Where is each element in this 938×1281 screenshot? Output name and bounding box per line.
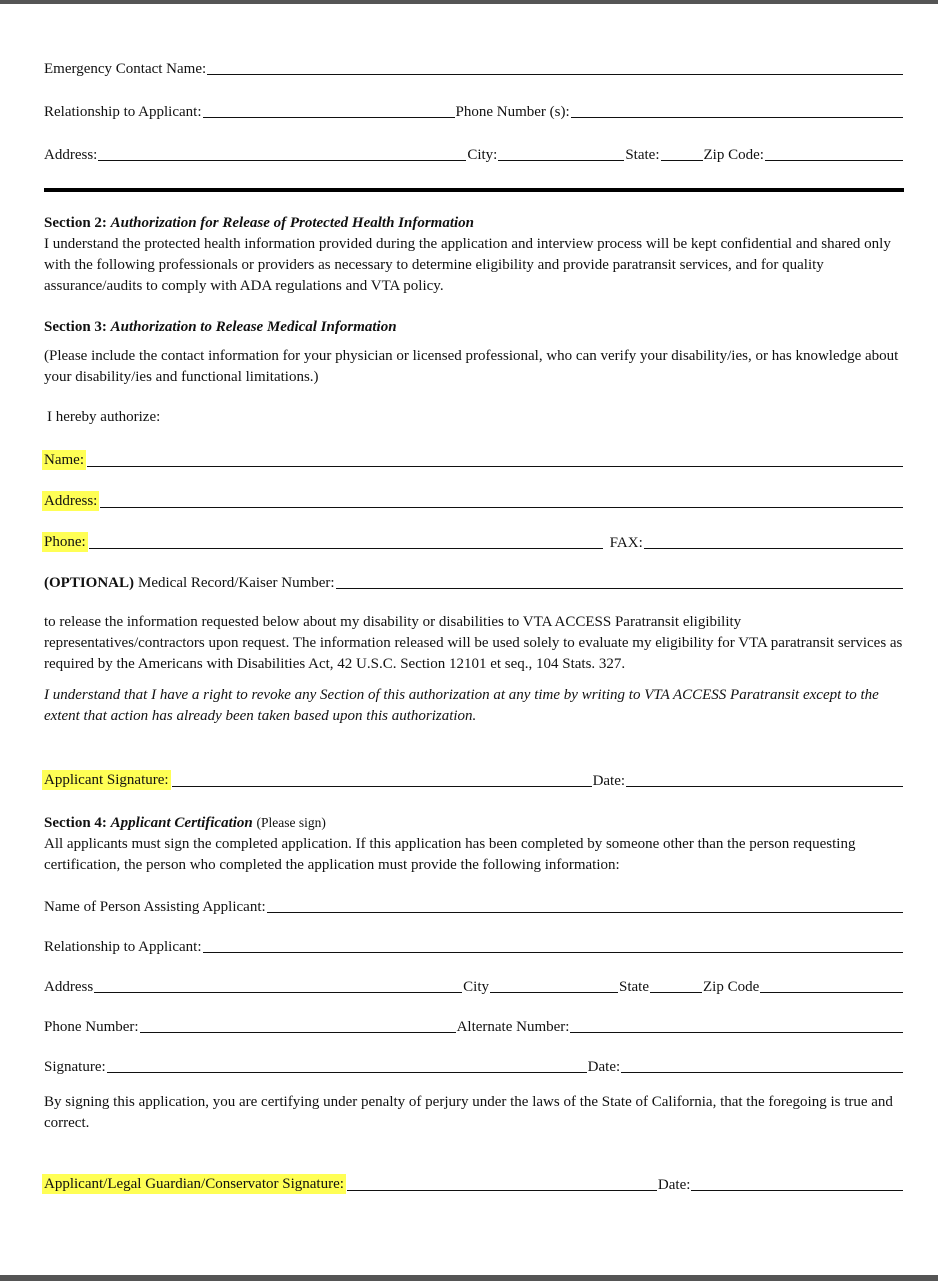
emergency-relationship-label: Relationship to Applicant: <box>44 104 202 120</box>
assist-alt-phone-label: Alternate Number: <box>456 1019 570 1035</box>
section2-block <box>44 213 904 297</box>
assist-phone-field[interactable] <box>140 1016 456 1033</box>
section2-heading <box>44 213 904 234</box>
authorize-text: I hereby authorize: <box>47 409 161 425</box>
emergency-contact-name-field[interactable] <box>207 58 903 75</box>
section2-body: I understand the protected health information provided during the application and interview process will be kept confidential and shared only with the following professionals or providers as necessary to determine eligibility and provide paratransit services, and for quality assurance/audits to comply with ADA regulations and VTA policy. <box>44 236 891 294</box>
medical-record-label: Medical Record/Kaiser Number: <box>138 575 335 591</box>
guardian-date-label: Date: <box>657 1177 691 1193</box>
physician-name-row <box>44 448 904 470</box>
emergency-city-label: City: <box>467 147 498 163</box>
physician-phone-label: Phone: <box>44 534 86 550</box>
certify-text: By signing this application, you are certifying under penalty of perjury under the laws of the State of California, that the foregoing is true and correct. <box>44 1094 893 1131</box>
physician-address-row <box>44 489 904 511</box>
medical-record-field[interactable] <box>336 572 903 589</box>
emergency-phone-field[interactable] <box>571 101 903 118</box>
emergency-zip-field[interactable] <box>765 144 903 161</box>
revoke-text: I understand that I have a right to revoke any Section of this authorization at any time by writing to VTA ACCESS Paratransit except to the extent that action has already been taken based upon this authorization. <box>44 687 879 724</box>
assist-name-label: Name of Person Assisting Applicant: <box>44 899 266 915</box>
emergency-city-field[interactable] <box>498 144 624 161</box>
assist-signature-field[interactable] <box>107 1056 587 1073</box>
assist-date-field[interactable] <box>621 1056 903 1073</box>
assist-signature-label: Signature: <box>44 1059 106 1075</box>
assist-name-row <box>44 894 904 916</box>
section2-heading-title: Authorization for Release of Protected Health Information <box>110 215 475 231</box>
assist-zip-field[interactable] <box>760 976 903 993</box>
emergency-contact-name-label: Emergency Contact Name: <box>44 61 207 77</box>
medical-record-row <box>44 570 904 592</box>
assist-relationship-row <box>44 934 904 956</box>
emergency-state-label: State: <box>625 147 660 163</box>
guardian-date-field[interactable] <box>691 1174 903 1191</box>
applicant-signature-date-field[interactable] <box>626 770 903 787</box>
assist-state-field[interactable] <box>650 976 702 993</box>
assist-address-row <box>44 974 904 996</box>
section4-heading <box>44 812 904 834</box>
physician-address-field[interactable] <box>100 491 903 508</box>
section4-heading-note: (Please sign) <box>256 815 326 830</box>
emergency-address-row <box>44 142 904 164</box>
section3-instructions: (Please include the contact information for your physician or licensed professional, who can verify your disability/ies, or has knowledge about your disability/ies and functional limitations.) <box>44 348 899 385</box>
emergency-address-label: Address: <box>44 147 98 163</box>
physician-fax-field[interactable] <box>644 532 903 549</box>
assist-date-label: Date: <box>587 1059 621 1075</box>
section2-heading-num: Section 2: <box>44 215 107 231</box>
section-divider <box>44 188 904 192</box>
section4-body: All applicants must sign the completed application. If this application has been completed by someone other than the person requesting certification, the person who completed the application must provide the following information: <box>44 836 856 873</box>
assist-state-label: State <box>619 979 650 995</box>
assist-relationship-label: Relationship to Applicant: <box>44 939 202 955</box>
section3-heading <box>44 317 904 338</box>
physician-phone-field[interactable] <box>89 532 603 549</box>
section3-heading-title: Authorization to Release Medical Information <box>110 319 397 335</box>
physician-name-label: Name: <box>44 452 84 468</box>
assist-alt-phone-field[interactable] <box>570 1016 903 1033</box>
section4-block <box>44 812 904 876</box>
emergency-zip-label: Zip Code: <box>703 147 764 163</box>
assist-address-field[interactable] <box>94 976 462 993</box>
guardian-signature-label: Applicant/Legal Guardian/Conservator Signature: <box>44 1176 344 1192</box>
assist-name-field[interactable] <box>267 896 903 913</box>
section3-heading-num: Section 3: <box>44 319 107 335</box>
assist-phone-row <box>44 1014 904 1036</box>
optional-label: (OPTIONAL) <box>44 575 134 591</box>
assist-address-label: Address <box>44 979 94 995</box>
applicant-signature-field[interactable] <box>172 770 592 787</box>
emergency-relationship-row <box>44 99 904 121</box>
assist-zip-label: Zip Code <box>703 979 760 995</box>
assist-city-label: City <box>463 979 490 995</box>
assist-city-field[interactable] <box>490 976 618 993</box>
applicant-signature-row <box>44 768 904 790</box>
assist-relationship-field[interactable] <box>203 936 904 953</box>
emergency-relationship-field[interactable] <box>203 101 455 118</box>
physician-phone-row <box>44 530 904 552</box>
release-text: to release the information requested below about my disability or disabilities to VTA ACCESS Paratransit eligibility representatives/contractors upon request. The information released will be used solely to evaluate my eligibility for VTA paratransit services as required by the Americans with Disabilities Act, 42 U.S.C. Section 12101 et seq., 104 Stats. 327. <box>44 614 903 672</box>
emergency-phone-label: Phone Number (s): <box>455 104 570 120</box>
emergency-contact-row <box>44 56 904 78</box>
bottom-border <box>0 1275 938 1281</box>
emergency-address-field[interactable] <box>98 144 466 161</box>
physician-name-field[interactable] <box>87 450 903 467</box>
emergency-state-field[interactable] <box>661 144 703 161</box>
physician-fax-label: FAX: <box>609 535 643 551</box>
physician-address-label: Address: <box>44 493 98 509</box>
guardian-signature-field[interactable] <box>347 1174 657 1191</box>
applicant-signature-label: Applicant Signature: <box>44 772 169 788</box>
applicant-signature-date-label: Date: <box>592 773 626 789</box>
assist-signature-row <box>44 1054 904 1076</box>
top-border <box>0 0 938 4</box>
assist-phone-label: Phone Number: <box>44 1019 139 1035</box>
section4-heading-num: Section 4: <box>44 815 107 831</box>
guardian-signature-row <box>44 1172 904 1194</box>
section4-heading-title: Applicant Certification <box>110 815 253 831</box>
